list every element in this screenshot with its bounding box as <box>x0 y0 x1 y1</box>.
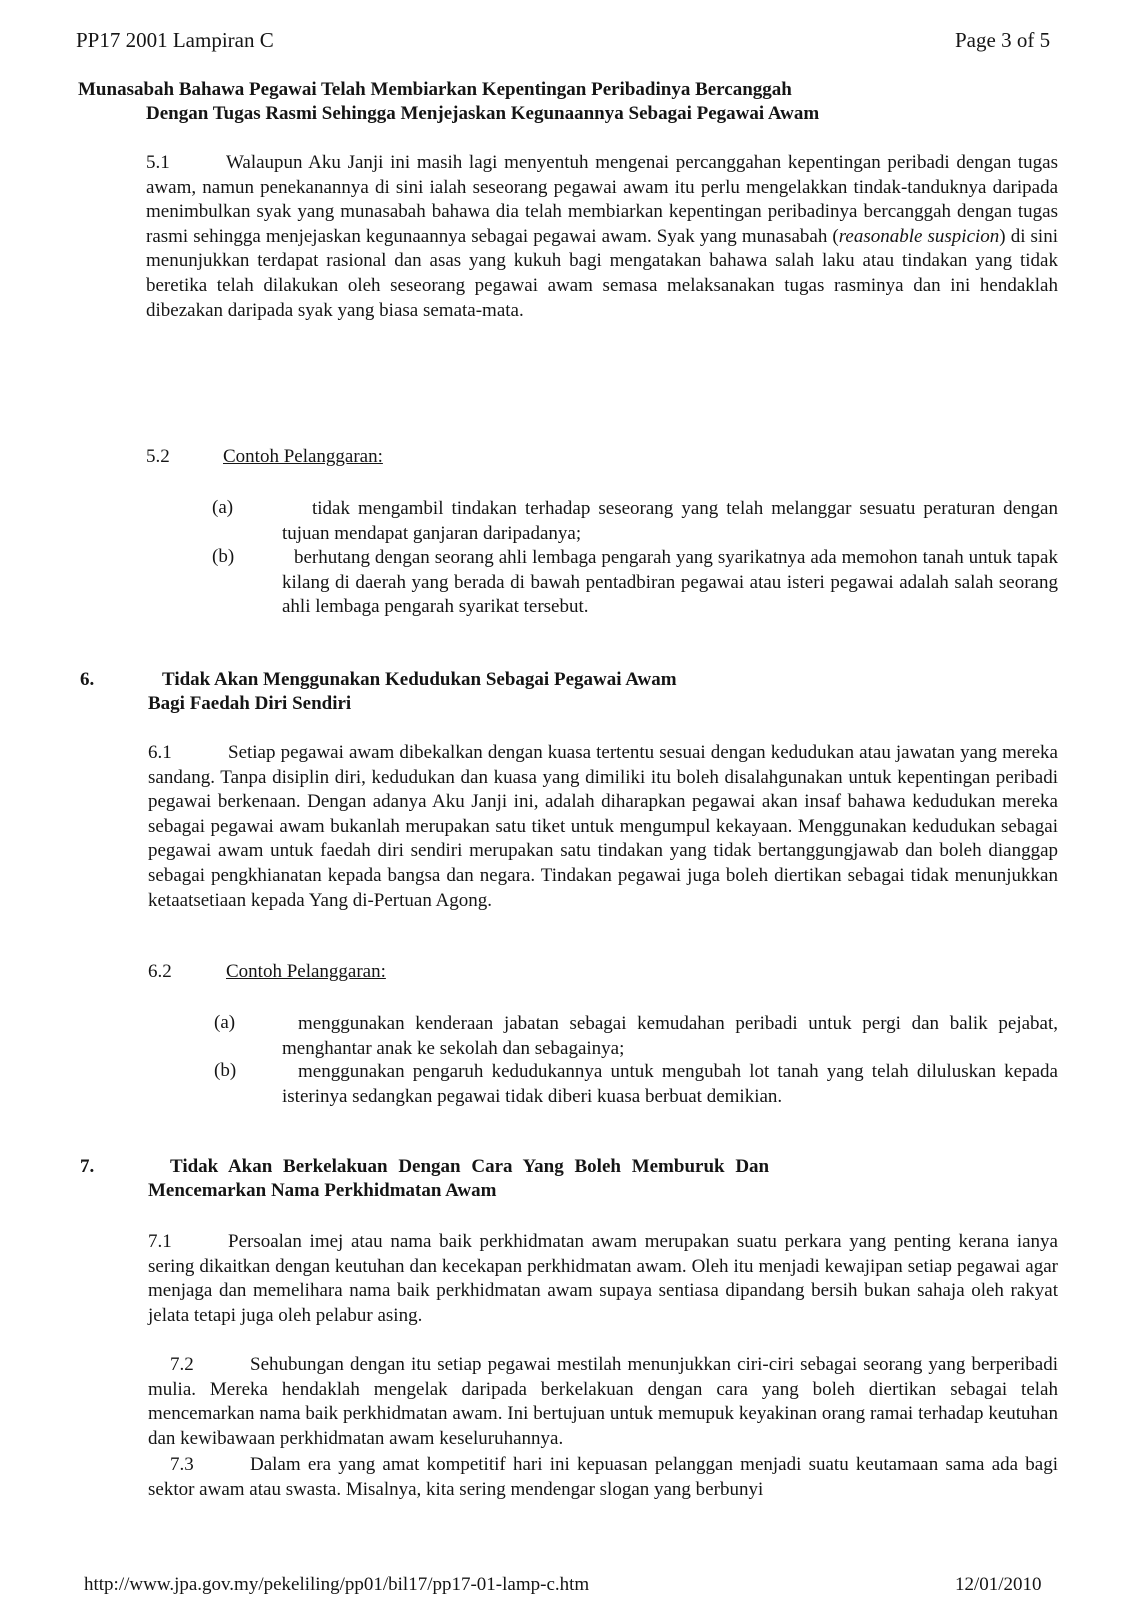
section-7-number: 7. <box>80 1156 95 1177</box>
list-item-text: berhutang dengan seorang ahli lembaga pengarah yang syarikatnya ada memohon tanah untuk tapak kilang di daerah yang berada di bawah pentadbiran pegawai atau isteri pegawai adalah salah seorang ahli lembaga pengarah syarikat tersebut. <box>282 547 1058 617</box>
paragraph-7-3 <box>148 1453 1058 1502</box>
paragraph-number: 6.1 <box>148 742 172 763</box>
paragraph-number: 7.1 <box>148 1231 172 1252</box>
section-6-number: 6. <box>80 669 95 690</box>
italic-term: reasonable suspicion <box>838 225 1000 247</box>
header-document-id: PP17 2001 Lampiran C <box>76 28 274 52</box>
paragraph-number: 5.1 <box>146 152 170 173</box>
paragraph-text: Walaupun Aku Janji ini masih lagi menyentuh mengenai percanggahan kepentingan peribadi dengan tugas awam, namun penekanannya di sini ialah seseorang pegawai awam itu perlu mengelakkan tindak-tanduknya daripada menimbulkan syak yang munasabah bahawa dia telah membiarkan kepentingan peribadinya bercanggah dengan tugas rasmi sehingga menjejaskan kegunaannya sebagai pegawai awam. Syak yang munasabah ( <box>146 152 1058 247</box>
list-item <box>214 1060 1058 1110</box>
paragraph-7-1 <box>148 1230 1058 1328</box>
list-item <box>214 1012 1058 1062</box>
paragraph-text-continued: ) di sini menunjukkan terdapat rasional dan asas yang kukuh bagi mengatakan bahawa salah laku atau tindakan yang tidak beretika telah dilakukan oleh seseorang pegawai awam semasa melaksanakan tugas rasminya dan ini hendaklah dibezakan daripada syak yang biasa semata-mata. <box>146 225 1058 321</box>
list-item-text: menggunakan pengaruh kedudukannya untuk mengubah lot tanah yang telah diluluskan kepada isterinya sedangkan pegawai tidak diberi kuasa berbuat demikian. <box>282 1061 1058 1107</box>
subsection-title-6-2: Contoh Pelanggaran: <box>226 961 386 982</box>
paragraph-7-2 <box>148 1353 1058 1451</box>
paragraph-text: Setiap pegawai awam dibekalkan dengan kuasa tertentu sesuai dengan kedudukan atau jawatan yang mereka sandang. Tanpa disiplin diri, kedudukan dan kuasa yang dimiliki itu boleh disalahgunakan untuk kepentingan peribadi pegawai berkenaan. Dengan adanya Aku Janji ini, adalah diharapkan pegawai akan insaf bahawa kedudukan mereka sebagai pegawai awam bukanlah merupakan satu tiket untuk mengumpul kekayaan. Menggunakan kedudukan sebagai pegawai awam untuk faedah diri sendiri merupakan satu tindakan yang tidak bertanggungjawab dan boleh dianggap sebagai pengkhianatan kepada bangsa dan negara. Tindakan pegawai juga boleh diertikan sebagai tidak menunjukkan ketaatsetiaan kepada Yang di-Pertuan Agong. <box>148 742 1058 911</box>
list-item-text: tidak mengambil tindakan terhadap seseorang yang telah melanggar sesuatu peraturan dengan tujuan mendapat ganjaran daripadanya; <box>282 498 1058 544</box>
paragraph-text: Sehubungan dengan itu setiap pegawai mestilah menunjukkan ciri-ciri sebagai seorang yang berperibadi mulia. Mereka hendaklah mengelak daripada berkelakuan dengan cara yang boleh diertikan sebagai telah mencemarkan nama baik perkhidmatan awam. Ini bertujuan untuk memupuk keyakinan orang ramai terhadap keutuhan dan kewibawaan perkhidmatan awam keseluruhannya. <box>148 1354 1058 1449</box>
subsection-title-5-2: Contoh Pelanggaran: <box>223 446 383 467</box>
list-item-label: (b) <box>212 546 235 567</box>
list-item-label: (a) <box>214 1012 236 1033</box>
paragraph-6-1 <box>148 741 1058 913</box>
subsection-number-5-2: 5.2 <box>146 446 170 467</box>
paragraph-5-1 <box>146 151 1058 323</box>
list-item-text: menggunakan kenderaan jabatan sebagai kemudahan peribadi untuk pergi dan balik pejabat, menghantar anak ke sekolah dan sebagainya; <box>282 1013 1058 1059</box>
subsection-number-6-2: 6.2 <box>148 961 172 982</box>
section-7-heading-line1: Tidak Akan Berkelakuan Dengan Cara Yang Boleh Memburuk Dan <box>170 1156 770 1177</box>
list-item <box>212 546 1058 620</box>
paragraph-text: Dalam era yang amat kompetitif hari ini kepuasan pelanggan menjadi suatu keutamaan sama ada bagi sektor awam atau swasta. Misalnya, kita sering mendengar slogan yang berbunyi <box>148 1454 1058 1500</box>
footer-url: http://www.jpa.gov.my/pekeliling/pp01/bil17/pp17-01-lamp-c.htm <box>84 1574 590 1595</box>
paragraph-text: Persoalan imej atau nama baik perkhidmatan awam merupakan suatu perkara yang penting kerana ianya sering dikaitkan dengan keutuhan dan kecekapan perkhidmatan awam. Oleh itu menjadi kewajipan setiap pegawai agar menjaga dan memelihara nama baik perkhidmatan awam supaya sentiasa dipandang bersih bukan sahaja oleh rakyat jelata tetapi juga oleh pelabur asing. <box>148 1231 1058 1326</box>
section-5-heading-line1: Munasabah Bahawa Pegawai Telah Membiarkan Kepentingan Peribadinya Bercanggah <box>78 79 792 100</box>
paragraph-number: 7.2 <box>170 1354 194 1375</box>
section-5-heading-line2: Dengan Tugas Rasmi Sehingga Menjejaskan Kegunaannya Sebagai Pegawai Awam <box>146 103 820 124</box>
paragraph-number: 7.3 <box>170 1454 194 1475</box>
footer-date: 12/01/2010 <box>955 1574 1042 1595</box>
list-item <box>212 497 1058 547</box>
section-6-heading-line2: Bagi Faedah Diri Sendiri <box>148 693 352 714</box>
list-item-label: (a) <box>212 497 234 518</box>
section-6-heading-line1: Tidak Akan Menggunakan Kedudukan Sebagai Pegawai Awam <box>162 669 677 690</box>
section-7-heading-line2: Mencemarkan Nama Perkhidmatan Awam <box>148 1180 497 1201</box>
header-page-number: Page 3 of 5 <box>955 28 1051 52</box>
list-item-label: (b) <box>214 1060 237 1081</box>
